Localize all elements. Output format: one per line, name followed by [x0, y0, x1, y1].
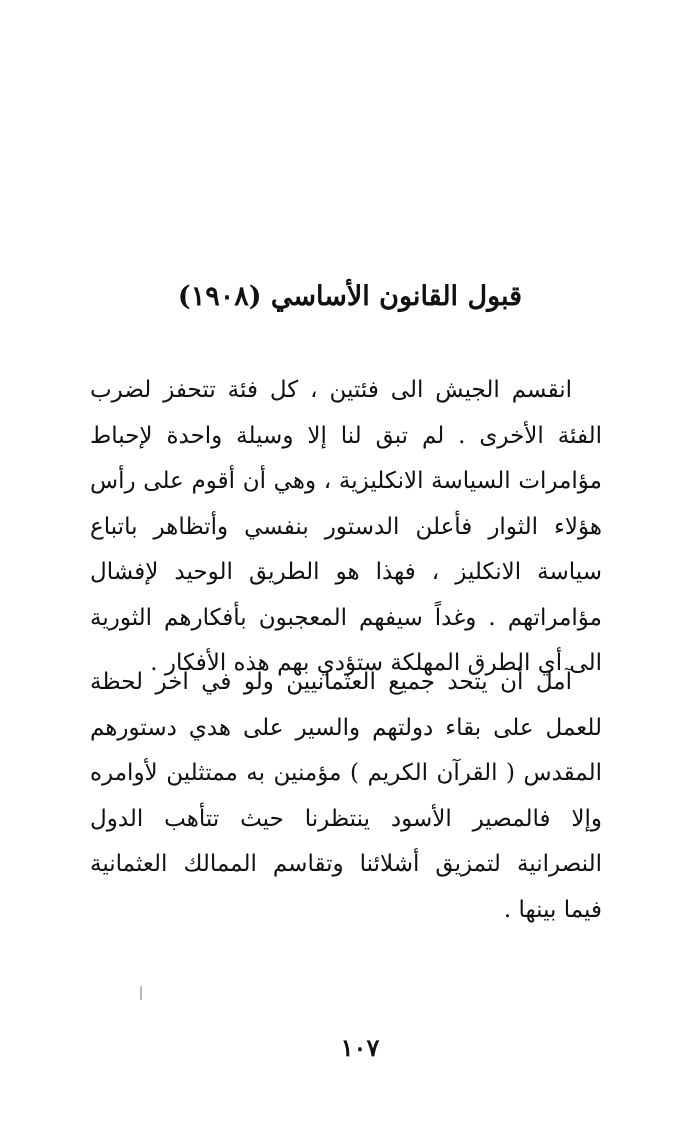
scan-speck — [140, 986, 142, 1000]
paragraph-2: آمل أن يتحد جميع العثمانيين ولو في آخر لحظة للعمل على بقاء دولتهم والسير على هدي دستورهم المقدس ( القرآن الكريم ) مؤمنين به ممتثلين لأوامره وإلا فالمصير الأسود ينتظرنا حيث تتأهب الدول النصرانية لتمزيق أشلائنا وتقاسم الممالك العثمانية فيما بينها . — [90, 669, 602, 923]
paragraph-2-block — [90, 660, 602, 933]
paragraph-1-block — [90, 368, 602, 687]
chapter-title: قبول القانون الأساسي (١٩٠٨) — [177, 281, 523, 312]
paragraph-1: انقسم الجيش الى فئتين ، كل فئة تتحفز لضرب الفئة الأخرى . لم تبق لنا إلا وسيلة واحدة لإحباط مؤامرات السياسة الانكليزية ، وهي أن أقوم على رأس هؤلاء الثوار فأعلن الدستور بنفسي وأتظاهر باتباع سياسة الانكليز ، فهذا هو الطريق الوحيد لإفشال مؤامراتهم . وغداً سيفهم المعجبون بأفكارهم الثورية الى أي الطرق المهلكة ستؤدي بهم هذه الأفكار . — [90, 377, 602, 676]
page-number: ١٠٧ — [340, 1033, 380, 1062]
